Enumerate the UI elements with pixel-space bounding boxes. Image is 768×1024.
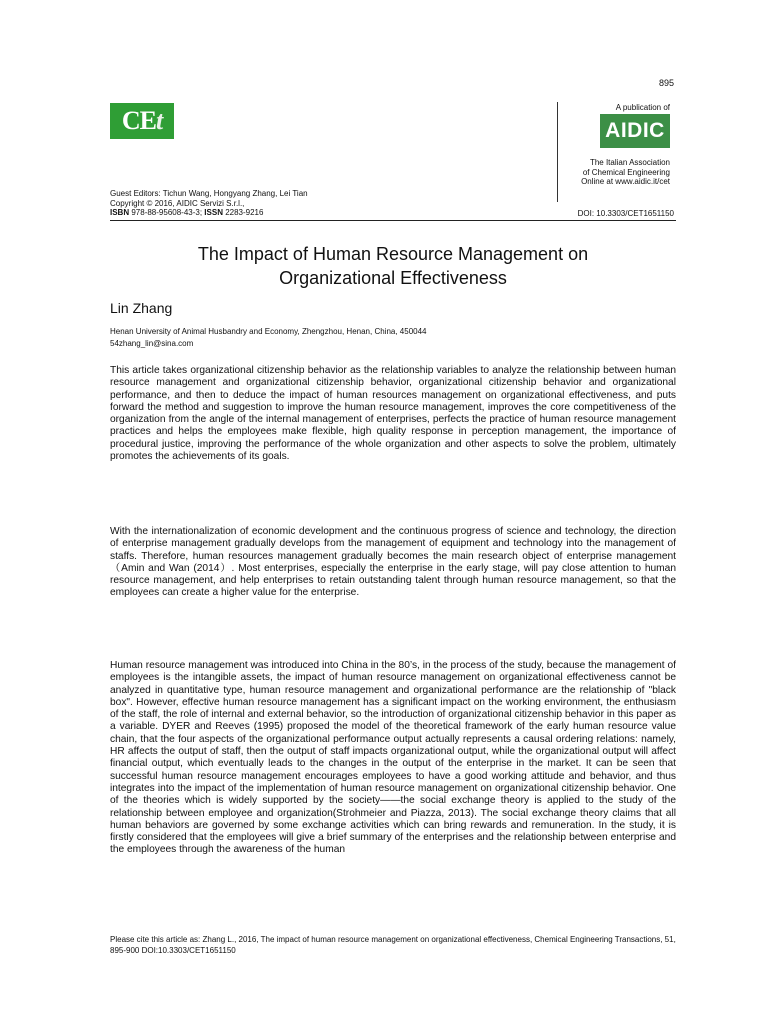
title-line-1: The Impact of Human Resource Management on: [197, 244, 589, 264]
aidic-logo: [600, 114, 670, 148]
editor-info: [110, 189, 308, 218]
body-paragraph-1: With the internationalization of economic development and the continuous progress of science and technology, the direction of enterprise management gradually develops from the management of equipment and technology into the management of staffs. Therefore, human resources management gradually becomes the main research object of enterprise management（Amin and Wan (2014）. Most enterprises, especially the enterprise in the early stage, will pay close attention to human resource management, and help enterprises to retain outstanding talent through human resource management, so that the employees can create a higher value for the enterprise.: [110, 526, 676, 599]
isbn-value: 978-88-95608-43-3;: [129, 208, 205, 217]
paper-title: [110, 242, 676, 290]
issn-value: 2283-9216: [222, 208, 264, 217]
publication-of-label: A publication of: [615, 103, 670, 112]
publisher-line: of Chemical Engineering: [582, 167, 670, 177]
publisher-association: [581, 158, 670, 187]
author-name: Lin Zhang: [110, 300, 173, 316]
body-paragraph-2: Human resource management was introduced into China in the 80’s, in the process of the study, because the management of employees is the intangible assets, the impact of human resource management on organizational effectiveness cannot be analyzed in quantitative type, human resource management and organizational performance are the relationship of "black box". However, effective human resource management has a significant impact on the working environment, the enthusiasm of the staff, the role of internal and external behavior, so the introduction of organizational citizenship behavior in this paper as a variable. DYER and Reeves (1995) proposed the model of the theoretical framework of the early human resource value chain, that the four aspects of the organizational performance output actually represents a causal ordering relations: namely, HR affects the output of staff, then the output of staff impacts organizational output, while the organizational output will affect financial output, which eventually leads to the changes in the output of the enterprise in the market. It can be seen that successful human resource management encourages employees to have a good working attitude and behavior, and thus integrates into the impact of the implementation of human resource management on organizational citizenship behavior. One of the theories which is widely supported by the society——the social exchange theory is applied to the study of the relationship between employee and organization(Strohmeier and Piazza, 2013). The social exchange theory claims that all human behaviors are governed by some exchange activities which can bring rewards and remuneration. In the study, it is firstly considered that the employees will give a brief summary of the enterprises and the relationship between enterprise and the employees through the awareness of the human: [110, 660, 676, 856]
guest-editors: Guest Editors: Tichun Wang, Hongyang Zhang, Lei Tian: [110, 189, 308, 198]
isbn-label: ISBN: [110, 208, 130, 217]
publisher-line: The Italian Association: [589, 158, 670, 167]
isbn-issn: [110, 208, 308, 218]
copyright: Copyright © 2016, AIDIC Servizi S.r.l.,: [110, 198, 245, 208]
logo-text-italic: t: [155, 106, 163, 135]
cet-journal-logo: [110, 103, 174, 139]
publisher-url[interactable]: Online at www.aidic.it/cet: [581, 177, 670, 186]
issn-label: ISSN: [204, 208, 223, 217]
publisher-box: [557, 102, 677, 202]
logo-text-main: CE: [121, 106, 156, 135]
doi[interactable]: DOI: 10.3303/CET1651150: [577, 209, 674, 218]
header-divider: [110, 220, 676, 221]
title-line-2: Organizational Effectiveness: [279, 268, 507, 288]
aidic-logo-text: AIDIC: [605, 119, 665, 142]
page-number: 895: [658, 78, 674, 88]
abstract: This article takes organizational citizenship behavior as the relationship variables to analyze the relationship between human resource management and organizational citizenship behavior, organizational citizenship behavior and organizational performance, and then to deduce the impact of human resources management on organizational effectiveness, and puts forward the method and suggestion to improve the human resource management, improves the core competitiveness of the organization from the angle of the internal management of enterprises, perfects the practice of human resource management practices and helps the employees make flexible, high quality response in perception management, the importance of procedural justice, improving the performance of the whole organization and other aspects to solve the problem, ultimately promotes the achievements of its goals.: [110, 365, 676, 463]
citation-footer: Please cite this article as: Zhang L., 2016, The impact of human resource management on organizational effectiveness, Chemical Engineering Transactions, 51, 895-900 DOI:10.3303/CET1651150: [110, 935, 676, 955]
affiliation: Henan University of Animal Husbandry and Economy, Zhengzhou, Henan, China, 450044: [110, 327, 427, 336]
author-affiliation: [110, 326, 426, 350]
author-email[interactable]: 54zhang_lin@sina.com: [110, 339, 194, 348]
